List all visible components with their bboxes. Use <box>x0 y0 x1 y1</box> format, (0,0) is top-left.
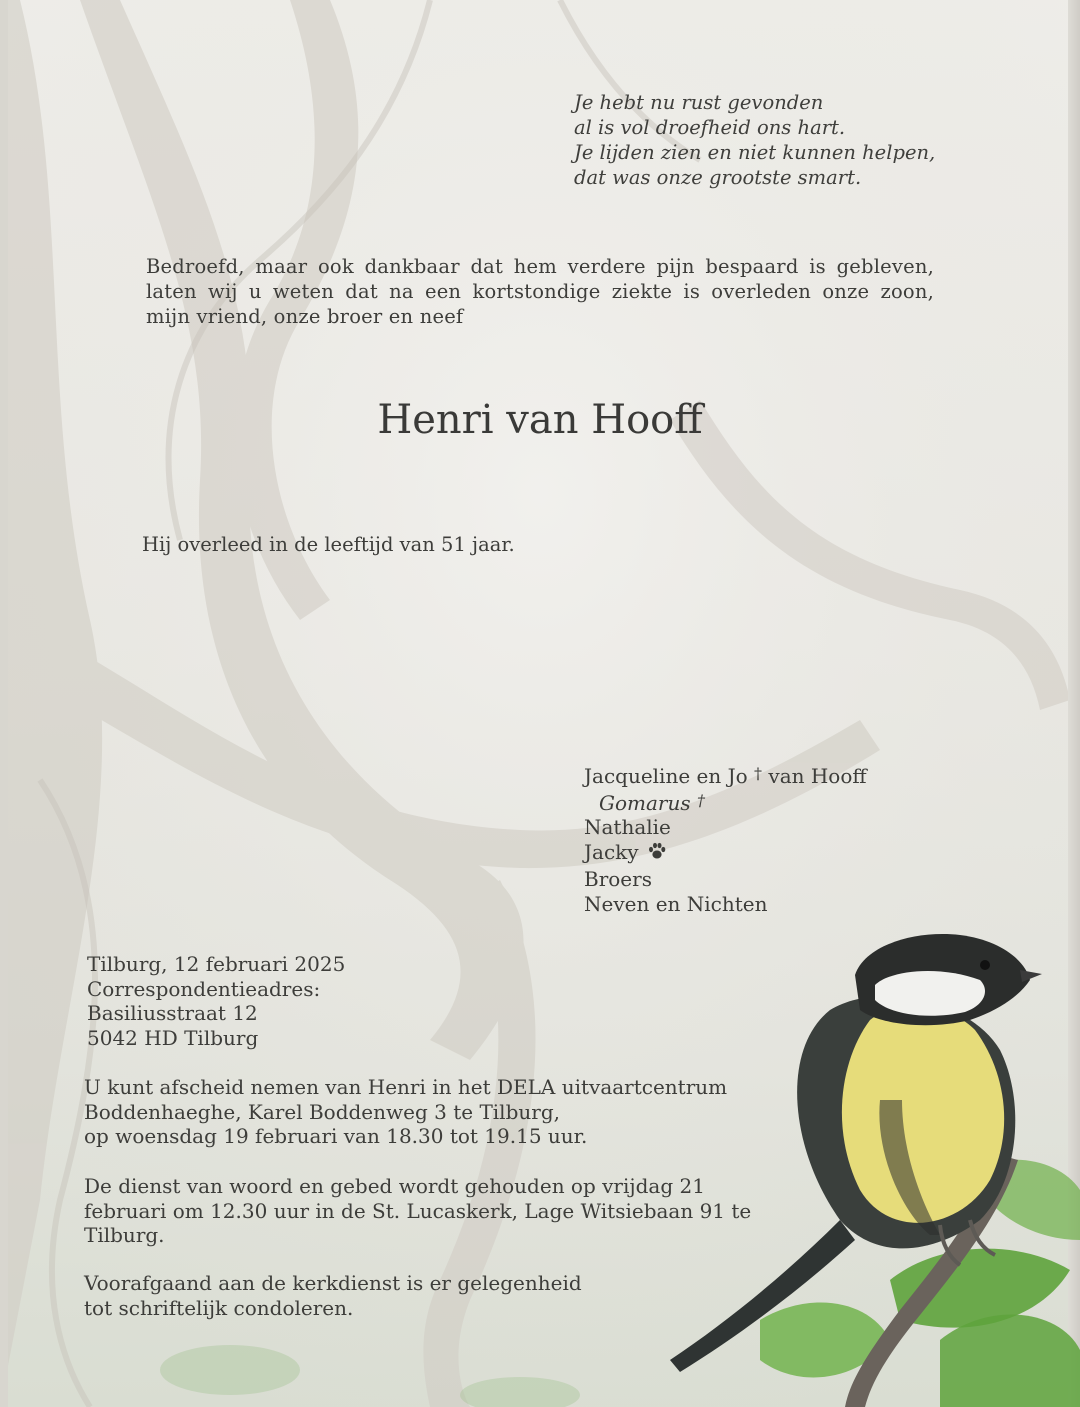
paw-icon <box>647 841 667 867</box>
condolence-info <box>84 1271 582 1320</box>
great-tit-bird-illustration <box>640 920 1080 1407</box>
address-label: Correspondentieadres: <box>87 976 321 1001</box>
parents-names: Jacqueline en Jo <box>584 764 748 788</box>
service-info <box>84 1174 751 1248</box>
service-line: De dienst van woord en gebed wordt gehouden op vrijdag 21 <box>84 1174 705 1198</box>
service-line: Tilburg. <box>84 1223 165 1248</box>
address-postal-city: 5042 HD Tilburg <box>87 1026 259 1051</box>
poem-line: al is vol droefheid ons hart. <box>574 116 846 139</box>
family-line-relatives: Neven en Nichten <box>584 891 768 916</box>
announcement-intro <box>146 254 934 329</box>
family-line-sibling <box>584 789 867 816</box>
intro-line: Bedroefd, maar ook dankbaar dat hem verdere pijn bespaard is gebleven, <box>146 255 934 278</box>
pet-name: Jacky <box>584 840 639 865</box>
cross-icon: † <box>754 764 763 783</box>
correspondence-address <box>87 952 345 1051</box>
poem-line: dat was onze grootste smart. <box>574 166 862 189</box>
place-date: Tilburg, 12 februari 2025 <box>87 952 346 976</box>
poem <box>574 90 935 190</box>
farewell-line: op woensdag 19 februari van 18.30 tot 19.15 uur. <box>84 1124 588 1149</box>
page-edge-left <box>0 0 8 1407</box>
farewell-info <box>84 1075 727 1149</box>
farewell-line: U kunt afscheid nemen van Henri in het DELA uitvaartcentrum <box>84 1075 728 1099</box>
address-street: Basiliusstraat 12 <box>87 1001 258 1026</box>
intro-line: mijn vriend, onze broer en neef <box>146 305 464 328</box>
service-line: februari om 12.30 uur in de St. Lucaskerk, Lage Witsiebaan 91 te <box>84 1198 752 1223</box>
family-line-friend: Nathalie <box>584 815 671 840</box>
poem-line: Je lijden zien en niet kunnen helpen, <box>574 141 936 164</box>
farewell-line: Boddenhaeghe, Karel Boddenweg 3 te Tilburg, <box>84 1099 560 1124</box>
age-statement: Hij overleed in de leeftijd van 51 jaar. <box>142 533 515 556</box>
family-line-parents <box>584 762 867 789</box>
parents-surname: van Hooff <box>768 764 867 788</box>
intro-line: laten wij u weten dat na een kortstondige ziekte is overleden onze zoon, <box>146 280 934 303</box>
family-line-brothers: Broers <box>584 866 652 891</box>
cross-icon: † <box>696 790 705 810</box>
family-line-pet <box>584 840 867 867</box>
sibling-name: Gomarus <box>599 790 691 815</box>
poem-line: Je hebt nu rust gevonden <box>574 91 824 114</box>
deceased-name: Henri van Hooff <box>377 397 703 443</box>
condolence-line: tot schriftelijk condoleren. <box>84 1295 354 1320</box>
family-signatures <box>584 762 867 916</box>
condolence-line: Voorafgaand aan de kerkdienst is er gelegenheid <box>84 1271 582 1295</box>
